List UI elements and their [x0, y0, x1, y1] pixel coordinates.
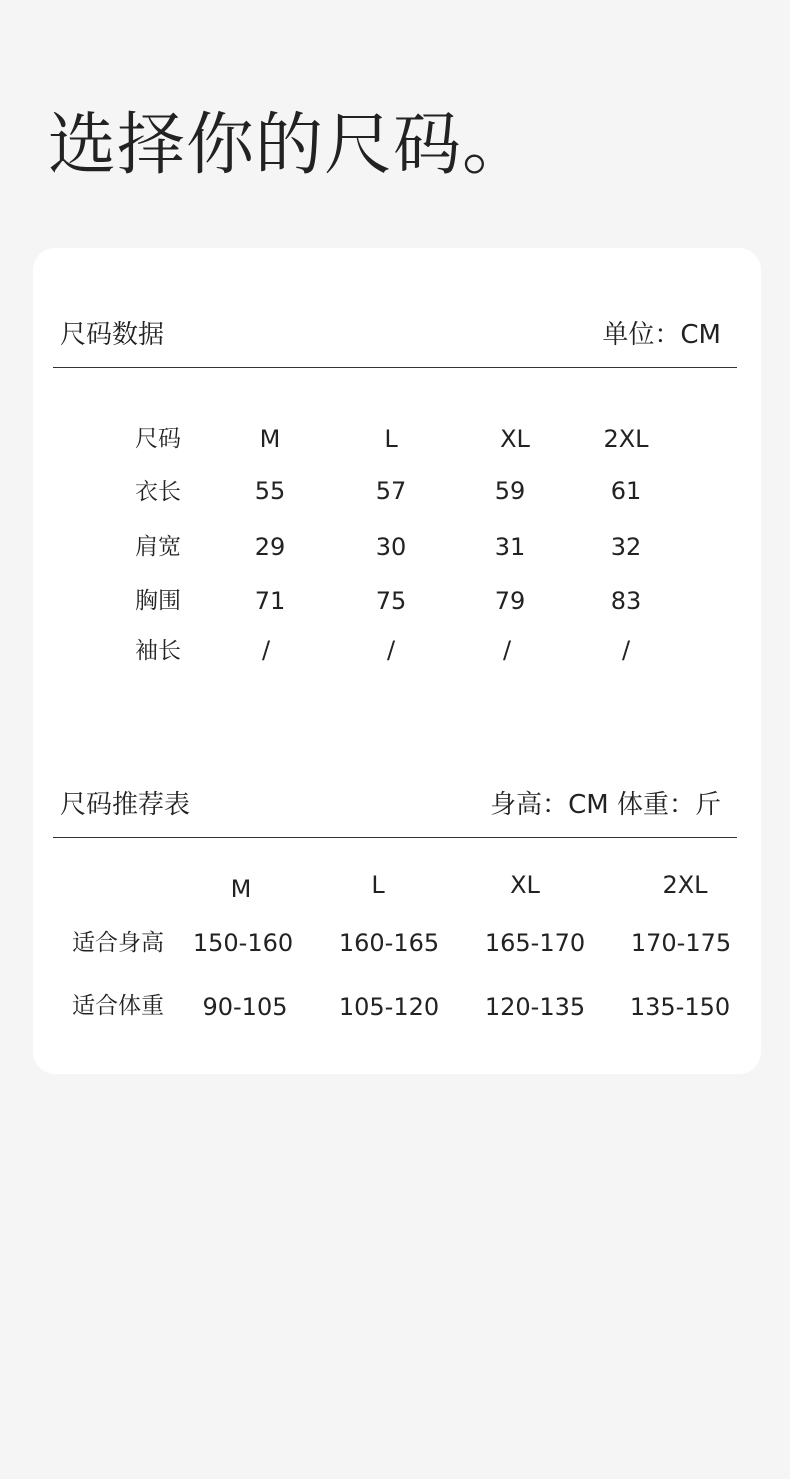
recommend-cell: 150-160	[192, 929, 294, 957]
size-data-col-2xl: 2XL	[603, 425, 649, 453]
size-data-cell: /	[621, 636, 631, 664]
size-data-cell: 55	[254, 477, 286, 505]
recommend-cell: 160-165	[338, 929, 440, 957]
size-data-cell: 83	[610, 587, 642, 615]
size-data-cell: 30	[375, 533, 407, 561]
size-data-cell: 31	[494, 533, 526, 561]
size-data-cell: /	[386, 636, 396, 664]
recommend-col-m: M	[230, 875, 252, 903]
size-data-cell: 75	[375, 587, 407, 615]
size-data-cell: 57	[375, 477, 407, 505]
size-data-col-header: 尺码	[135, 426, 181, 452]
size-chart-card	[33, 248, 761, 1074]
recommend-row-label: 适合身高	[72, 930, 164, 956]
size-data-heading: 尺码数据	[60, 320, 165, 350]
recommend-cell: 165-170	[484, 929, 586, 957]
page-title: 选择你的尺码。	[48, 106, 532, 185]
recommend-header	[53, 785, 737, 825]
recommend-col-xl: XL	[510, 871, 540, 899]
recommend-row-label: 适合体重	[72, 993, 164, 1019]
recommend-col-l: L	[371, 871, 385, 899]
recommend-unit: 身高：CM 体重：斤	[490, 790, 721, 820]
size-data-row-label: 胸围	[135, 588, 181, 614]
size-data-row-label: 肩宽	[135, 534, 181, 560]
recommend-cell: 135-150	[629, 993, 731, 1021]
size-data-row-label: 袖长	[135, 638, 181, 664]
size-data-divider	[53, 367, 737, 368]
size-data-col-m: M	[259, 425, 281, 453]
size-data-row-label: 衣长	[135, 479, 181, 505]
size-data-cell: 79	[494, 587, 526, 615]
size-data-cell: 59	[494, 477, 526, 505]
recommend-cell: 170-175	[630, 929, 732, 957]
size-data-cell: /	[502, 636, 512, 664]
recommend-cell: 105-120	[338, 993, 440, 1021]
size-data-cell: 61	[610, 477, 642, 505]
recommend-col-2xl: 2XL	[662, 871, 708, 899]
size-data-cell: 32	[610, 533, 642, 561]
recommend-cell: 90-105	[202, 993, 288, 1021]
size-data-cell: 71	[254, 587, 286, 615]
size-data-header	[53, 315, 737, 355]
recommend-divider	[53, 837, 737, 838]
recommend-heading: 尺码推荐表	[60, 790, 191, 820]
size-data-cell: 29	[254, 533, 286, 561]
size-data-col-l: L	[384, 425, 398, 453]
recommend-cell: 120-135	[484, 993, 586, 1021]
size-data-unit: 单位：CM	[602, 320, 721, 350]
size-data-col-xl: XL	[500, 425, 530, 453]
size-data-cell: /	[261, 636, 271, 664]
